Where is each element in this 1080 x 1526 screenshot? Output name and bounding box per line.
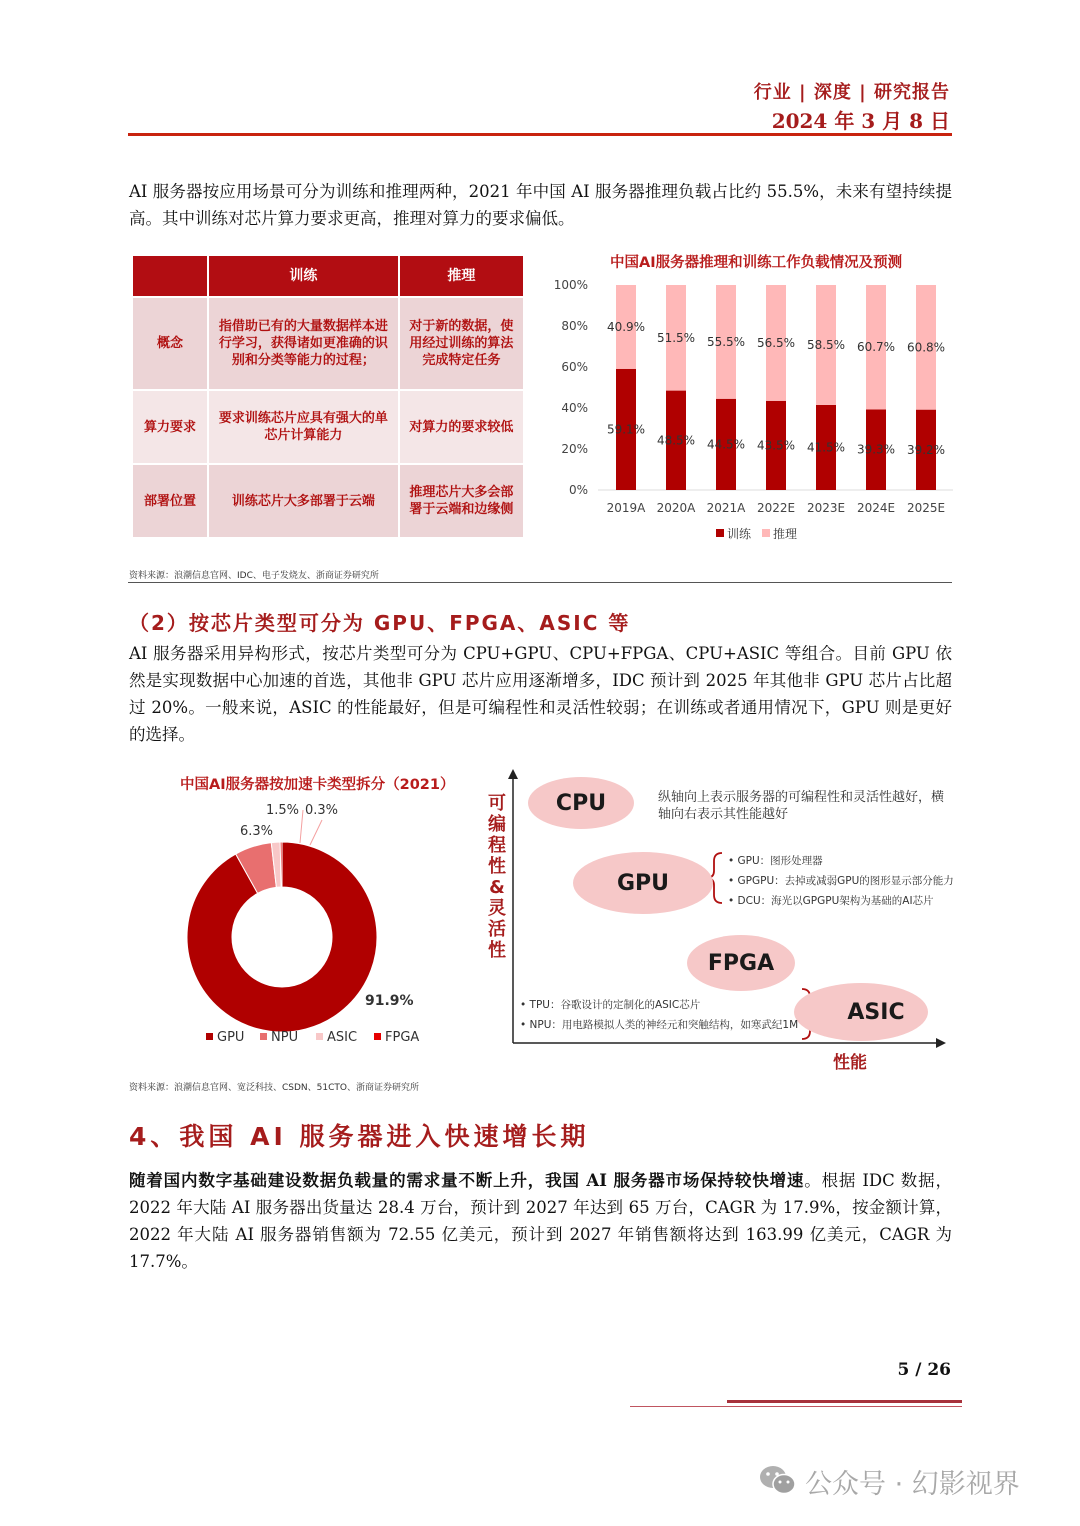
axis-description: 纵轴向上表示服务器的可编程性和灵活性越好，横轴向右表示其性能越好 [658, 790, 945, 822]
footer-rule-thick [727, 1400, 962, 1403]
svg-text:2019A: 2019A [606, 501, 646, 515]
inference-cell: 推理芯片大多会部署于云端和边缘侧 [400, 465, 523, 537]
svg-text:59.1%: 59.1% [606, 422, 646, 437]
source-note-2: 资料来源：浪潮信息官网、宽泛科技、CSDN、51CTO、浙商证券研究所 [129, 1083, 419, 1093]
svg-text:44.5%: 44.5% [706, 437, 746, 452]
svg-text:0.3%: 0.3% [305, 803, 339, 818]
footer-rule-thin [630, 1406, 962, 1407]
svg-text:56.5%: 56.5% [756, 335, 796, 350]
svg-text:40.9%: 40.9% [606, 319, 646, 334]
svg-text:训练: 训练 [727, 527, 752, 541]
training-inference-table [131, 254, 525, 539]
svg-text:39.2%: 39.2% [906, 442, 946, 457]
svg-text:39.3%: 39.3% [856, 442, 896, 457]
svg-text:2025E: 2025E [906, 501, 946, 515]
training-cell: 训练芯片大多部署于云端 [209, 465, 398, 537]
svg-text:2021A: 2021A [706, 501, 746, 515]
report-date: 2024 年 3 月 8 日 [771, 109, 950, 133]
training-cell: 指借助已有的大量数据样本进行学习，获得诸如更准确的识别和分类等能力的过程； [209, 298, 398, 389]
table-row [133, 298, 523, 389]
svg-text:60.7%: 60.7% [856, 340, 896, 355]
svg-text:2022E: 2022E [756, 501, 796, 515]
watermark: 公众号 · 幻影视界 [805, 1469, 1020, 1500]
svg-text:58.5%: 58.5% [806, 337, 846, 352]
gpu-ellipse: GPU [573, 852, 713, 914]
svg-text:推理: 推理 [773, 527, 798, 541]
donut-slice-fpga [280, 842, 282, 887]
inference-cell: 对算力的要求较低 [400, 391, 523, 463]
table-header-empty [133, 256, 207, 296]
header-divider [128, 133, 952, 136]
table-header-training: 训练 [209, 256, 398, 296]
svg-text:6.3%: 6.3% [240, 824, 274, 839]
table-header-inference: 推理 [400, 256, 523, 296]
section-heading-chip-types: （2）按芯片类型可分为 GPU、FPGA、ASIC 等 [129, 611, 631, 635]
section-heading-growth: 4、我国 AI 服务器进入快速增长期 [129, 1122, 590, 1151]
svg-text:55.5%: 55.5% [706, 334, 746, 349]
row-label: 部署位置 [133, 465, 207, 537]
intro-paragraph: AI 服务器按应用场景可分为训练和推理两种，2021 年中国 AI 服务器推理负载占比约 55.5%，未来有望持续提高。其中训练对芯片算力要求更高，推理对算力的要求偏低。 [129, 182, 952, 228]
svg-text:2024E: 2024E [856, 501, 896, 515]
svg-text:43.5%: 43.5% [756, 438, 796, 453]
svg-text:20%: 20% [561, 442, 588, 456]
source-divider-1 [128, 582, 952, 583]
svg-text:2023E: 2023E [806, 501, 846, 515]
svg-text:80%: 80% [561, 319, 588, 333]
chip-types-paragraph: AI 服务器采用异构形式，按芯片类型可分为 CPU+GPU、CPU+FPGA、CPU+ASIC 等组合。目前 GPU 依然是实现数据中心加速的首选，其他非 GPU 芯片应用逐渐增多，IDC 预计到 2025 年其他非 GPU 芯片占比超过 20%。一般来说，ASIC 的性能最好，但是可编程性和灵活性较弱；在训练或者通用情况下，GPU 则是更好的选择。 [129, 644, 952, 744]
chip-positioning-diagram [480, 765, 960, 1075]
table-row [133, 391, 523, 463]
svg-text:NPU: NPU [271, 1030, 299, 1045]
gpu-note-item: • DCU：海光以GPGPU架构为基础的AI芯片 [728, 895, 934, 907]
row-label: 算力要求 [133, 391, 207, 463]
page-number: 5 / 26 [897, 1360, 951, 1380]
source-note-1: 资料来源：浪潮信息官网、IDC、电子发烧友、浙商证券研究所 [129, 571, 379, 581]
inference-cell: 对于新的数据，使用经过训练的算法完成特定任务 [400, 298, 523, 389]
gpu-note-item: • GPGPU：去掉或减弱GPU的图形显示部分能力 [728, 875, 954, 887]
svg-text:ASIC: ASIC [327, 1030, 358, 1045]
accelerator-chart-title: 中国AI服务器按加速卡类型拆分（2021） [180, 777, 455, 793]
svg-text:100%: 100% [553, 278, 588, 292]
growth-paragraph-body: 。根据 IDC 数据，2022 年大陆 AI 服务器出货量达 28.4 万台，预计到 2027 年达到 65 万台，CAGR 为 17.9%，按金额计算，2022 年大陆 AI 服务器销售额为 72.55 亿美元，预计到 2027 年销售额将达到 163.99 亿美元，CAGR 为 17.7%。 [129, 1171, 952, 1271]
asic-note-item: • TPU：谷歌设计的定制化的ASIC芯片 [520, 999, 701, 1011]
workload-chart-title: 中国AI服务器推理和训练工作负载情况及预测 [610, 255, 903, 271]
report-category: 行业 | 深度 | 研究报告 [753, 82, 950, 103]
svg-text:FPGA: FPGA [385, 1030, 420, 1045]
asic-note-item: • NPU：用电路模拟人类的神经元和突触结构，如寒武纪1M [520, 1019, 799, 1031]
svg-text:40%: 40% [561, 401, 588, 415]
workload-stacked-bar-chart [548, 275, 958, 550]
asic-ellipse: ASIC [794, 983, 928, 1041]
growth-paragraph-lead: 随着国内数字基础建设数据负载量的需求量不断上升，我国 AI 服务器市场保持较快增速 [129, 1171, 805, 1190]
svg-text:2020A: 2020A [656, 501, 696, 515]
svg-text:1.5%: 1.5% [266, 803, 300, 818]
y-axis-label: 可 编 程 性 & 灵 活 性 [488, 793, 506, 961]
training-cell: 要求训练芯片应具有强大的单芯片计算能力 [209, 391, 398, 463]
gpu-notes [728, 851, 954, 911]
gpu-note-item: • GPU：图形处理器 [728, 855, 823, 867]
wechat-icon [758, 1464, 798, 1500]
fpga-ellipse: FPGA [687, 935, 795, 991]
table-row [133, 465, 523, 537]
svg-text:51.5%: 51.5% [656, 330, 696, 345]
svg-text:41.5%: 41.5% [806, 440, 846, 455]
x-axis-label: 性能 [833, 1053, 867, 1073]
svg-text:0%: 0% [568, 483, 588, 497]
growth-paragraph [129, 1167, 952, 1275]
svg-text:60.8%: 60.8% [906, 340, 946, 355]
asic-notes [520, 995, 798, 1035]
row-label: 概念 [133, 298, 207, 389]
svg-text:48.5%: 48.5% [656, 433, 696, 448]
svg-text:GPU: GPU [217, 1030, 245, 1045]
accelerator-donut-chart [170, 795, 470, 1055]
svg-text:91.9%: 91.9% [365, 993, 414, 1009]
svg-text:60%: 60% [561, 360, 588, 374]
cpu-ellipse: CPU [528, 777, 634, 829]
